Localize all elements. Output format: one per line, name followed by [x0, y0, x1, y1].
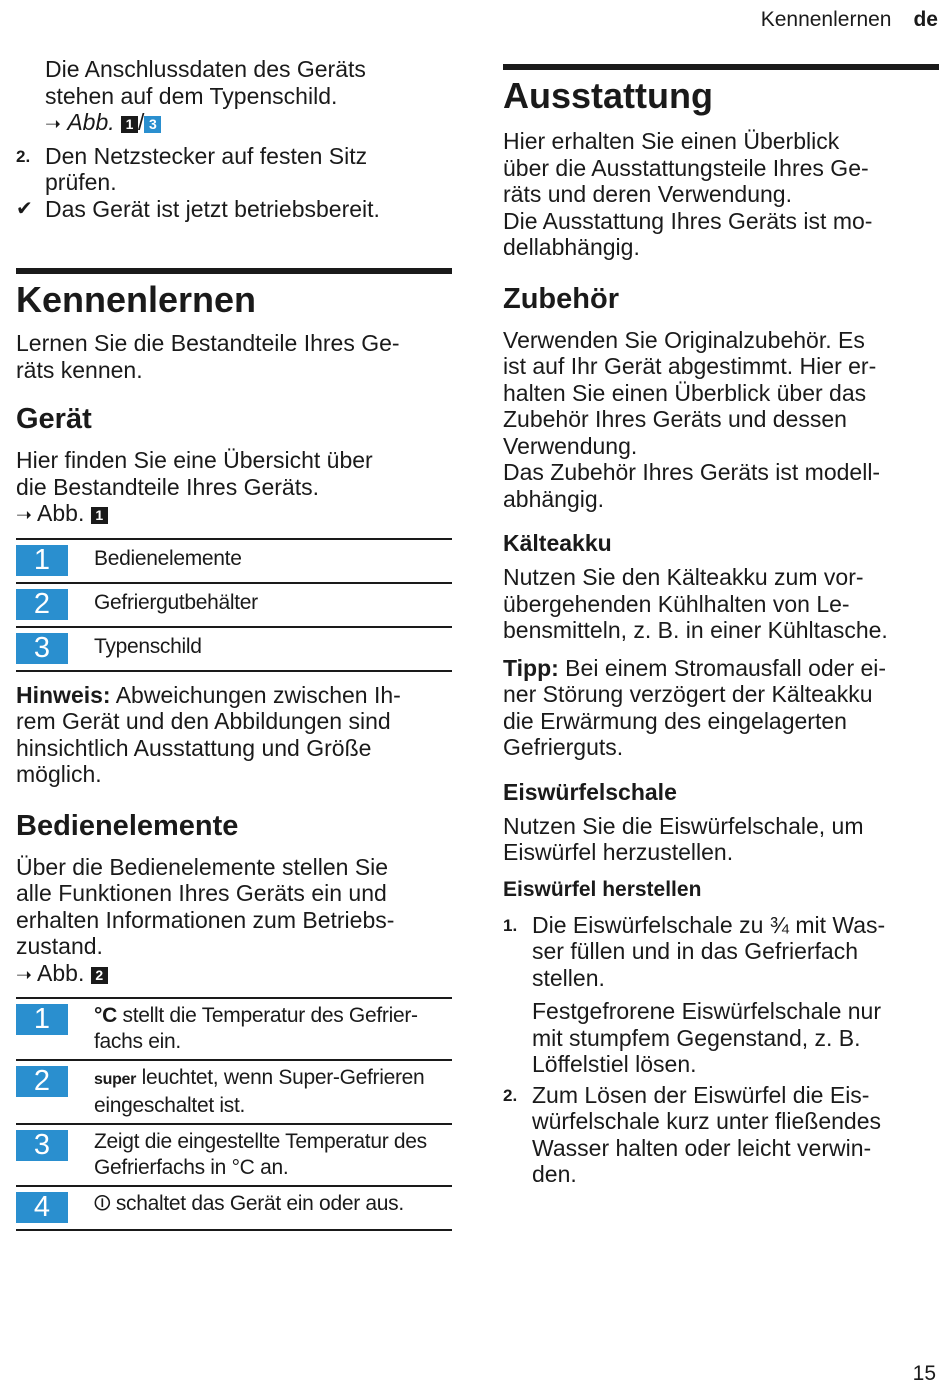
- hint-label: Hinweis:: [16, 681, 111, 708]
- description-line: eingeschaltet ist.: [94, 1094, 246, 1117]
- description-line: fachs ein.: [94, 1030, 181, 1053]
- power-icon: ⏼: [94, 1192, 111, 1215]
- paragraph-line: Verwendung.: [503, 432, 638, 459]
- part-label: Gefriergutbehälter: [68, 583, 452, 627]
- paragraph-line: über die Ausstattungsteile Ihres Ge-: [503, 154, 869, 181]
- paragraph-line: ner Störung verzögert der Kälteakku: [503, 681, 873, 707]
- page-header: [761, 8, 938, 32]
- paragraph-line: Hier finden Sie eine Übersicht über: [16, 447, 373, 473]
- paragraph-line: räts und deren Verwendung.: [503, 181, 792, 207]
- paragraph-line: ser füllen und in das Gefrierfach: [532, 938, 859, 964]
- figure-2-badge: 2: [91, 967, 108, 984]
- intro-line-2: stehen auf dem Typenschild.: [45, 82, 338, 109]
- paragraph-line: Hier erhalten Sie einen Überblick: [503, 128, 840, 154]
- language-code: de: [913, 8, 938, 31]
- eiswuerfelschale-text: [503, 813, 939, 866]
- bedienelemente-intro: [16, 854, 452, 990]
- figure-ref-prefix: Abb.: [67, 109, 115, 135]
- intro-line-1: Die Anschlussdaten des Geräts: [45, 56, 366, 82]
- paragraph-line: Gefrierguts.: [503, 734, 624, 760]
- item-number-badge: 4: [16, 1192, 68, 1223]
- heading-bedienelemente: Bedienelemente: [16, 809, 239, 842]
- paragraph-line: möglich.: [16, 761, 102, 787]
- arrow-right-icon: ➝: [16, 964, 32, 986]
- step-2-line-2: prüfen.: [45, 169, 117, 195]
- step-2-line-1: Den Netzstecker auf festen Sitz: [45, 142, 368, 169]
- table-row: [16, 998, 452, 1060]
- arrow-right-icon: ➝: [16, 505, 32, 526]
- arrow-right-icon: ➝: [45, 114, 61, 135]
- description-line: schaltet das Gerät ein oder aus.: [110, 1192, 404, 1215]
- celsius-key-symbol: °C: [94, 1004, 117, 1027]
- tip-text: Bei einem Stromausfall oder ei-: [558, 654, 887, 681]
- item-number-badge: 1: [16, 545, 68, 576]
- description-line: stellt die Temperatur des Gefrier-: [116, 1004, 418, 1027]
- section-title-kennenlernen: Kennenlernen: [16, 279, 257, 320]
- right-column: [503, 56, 939, 1188]
- paragraph-line: erhalten Informationen zum Betriebs-: [16, 906, 395, 933]
- table-row: [16, 1186, 452, 1230]
- zubehoer-intro: [503, 327, 939, 513]
- paragraph-line: Verwenden Sie Originalzubehör. Es: [503, 326, 865, 353]
- description-line: Zeigt die eingestellte Temperatur des: [94, 1130, 427, 1153]
- step-1: [503, 912, 939, 1078]
- paragraph-line: Zubehör Ihres Geräts und dessen: [503, 406, 847, 432]
- heading-zubehoer: Zubehör: [503, 282, 619, 315]
- paragraph-line: die Bestandteile Ihres Geräts.: [16, 473, 319, 500]
- paragraph-line: [16, 682, 452, 709]
- step-number: 2.: [16, 146, 31, 166]
- item-number-badge: 2: [16, 1066, 68, 1097]
- check-mark-icon: ✔: [16, 197, 33, 220]
- paragraph-line: würfelschale kurz unter fließendes: [532, 1108, 881, 1134]
- paragraph-line: rem Gerät und den Abbildungen sind: [16, 708, 391, 734]
- paragraph-line: bensmitteln, z. B. in einer Kühltasche.: [503, 617, 888, 643]
- result-text: Das Gerät ist jetzt betriebsbereit.: [45, 195, 380, 222]
- hint-block: [16, 682, 452, 788]
- paragraph-line: Löffelstiel lösen.: [532, 1051, 697, 1077]
- section-rule: [16, 268, 452, 274]
- table-row: [16, 583, 452, 627]
- item-number-badge: 1: [16, 1004, 68, 1035]
- item-number-badge: 3: [16, 633, 68, 664]
- intro-block: [16, 56, 452, 139]
- tip-block: [503, 655, 939, 761]
- paragraph-line: stellen.: [532, 964, 605, 991]
- section-rule: [503, 64, 939, 70]
- paragraph-line: Festgefrorene Eiswürfelschale nur: [532, 998, 881, 1024]
- geraet-intro: [16, 447, 452, 530]
- paragraph-line: räts kennen.: [16, 356, 143, 383]
- figure-ref-separator: /: [138, 109, 145, 135]
- kennenlernen-intro: [16, 330, 452, 383]
- section-title-ausstattung: Ausstattung: [503, 75, 713, 116]
- table-row: [16, 627, 452, 671]
- ausstattung-intro: [503, 128, 939, 261]
- figure-1-badge: 1: [91, 507, 108, 524]
- hint-text: Abweichungen zwischen Ih-: [110, 681, 401, 708]
- paragraph-line: [503, 655, 939, 682]
- control-description: [68, 998, 452, 1060]
- left-column: [16, 56, 452, 1231]
- kaelteakku-text: [503, 564, 939, 644]
- paragraph-line: Nutzen Sie die Eiswürfelschale, um: [503, 812, 864, 839]
- page-number: 15: [912, 1362, 936, 1385]
- paragraph-line: hinsichtlich Ausstattung und Größe: [16, 734, 372, 761]
- control-description: [68, 1124, 452, 1186]
- paragraph-line: Nutzen Sie den Kälteakku zum vor-: [503, 564, 864, 590]
- paragraph-line: übergehenden Kühlhalten von Le-: [503, 590, 850, 617]
- table-row: [16, 1124, 452, 1186]
- running-section-title: Kennenlernen: [760, 8, 892, 31]
- step-2: [503, 1082, 939, 1188]
- paragraph-line: Eiswürfel herzustellen.: [503, 839, 734, 865]
- heading-eiswuerfel-herstellen: Eiswürfel herstellen: [503, 877, 702, 901]
- controls-table: [16, 997, 452, 1231]
- intro-figure-ref: [45, 109, 452, 139]
- heading-geraet: Gerät: [16, 403, 92, 435]
- item-number-badge: 2: [16, 589, 68, 620]
- result-line: [16, 196, 452, 223]
- paragraph-line: Die Ausstattung Ihres Geräts ist mo-: [503, 207, 873, 234]
- part-label: Bedienelemente: [68, 539, 452, 583]
- table-row: [16, 539, 452, 583]
- step-2: [16, 143, 452, 196]
- paragraph-line: Wasser halten oder leicht verwin-: [532, 1134, 872, 1161]
- item-number-badge: 3: [16, 1130, 68, 1161]
- paragraph-line: dellabhängig.: [503, 234, 640, 260]
- parts-table: [16, 538, 452, 672]
- step-1-note: [532, 998, 939, 1078]
- figure-3-badge: 3: [144, 116, 161, 133]
- paragraph-line: die Erwärmung des eingelagerten: [503, 707, 847, 734]
- paragraph-line: Lernen Sie die Bestandteile Ihres Ge-: [16, 330, 400, 356]
- tip-label: Tipp:: [503, 654, 559, 681]
- paragraph-line: mit stumpfem Gegenstand, z. B.: [532, 1024, 861, 1051]
- table-row: [16, 1060, 452, 1124]
- paragraph-line: halten Sie einen Überblick über das: [503, 379, 867, 406]
- figure-ref-prefix: Abb.: [37, 959, 85, 986]
- part-label: Typenschild: [68, 627, 452, 671]
- geraet-figure-ref: [16, 500, 452, 530]
- control-description: [68, 1060, 452, 1124]
- paragraph-line: alle Funktionen Ihres Geräts ein und: [16, 880, 387, 906]
- description-line: leuchtet, wenn Super-Gefrieren: [136, 1066, 425, 1089]
- paragraph-line: den.: [532, 1161, 577, 1187]
- heading-eiswuerfelschale: Eiswürfelschale: [503, 778, 677, 805]
- super-key-symbol: super: [94, 1071, 137, 1088]
- bedien-figure-ref: [16, 960, 452, 990]
- heading-kaelteakku: Kälteakku: [503, 530, 612, 556]
- paragraph-line: Zum Lösen der Eiswürfel die Eis-: [532, 1081, 870, 1108]
- figure-ref-prefix: Abb.: [37, 500, 85, 526]
- paragraph-line: ist auf Ihr Gerät abgestimmt. Hier er-: [503, 353, 877, 379]
- paragraph-line: zustand.: [16, 933, 103, 959]
- control-description: [68, 1186, 452, 1230]
- paragraph-line: abhängig.: [503, 485, 605, 512]
- paragraph-line: Über die Bedienelemente stellen Sie: [16, 853, 389, 880]
- description-line: Gefrierfachs in °C an.: [94, 1156, 289, 1179]
- paragraph-line: Die Eiswürfelschale zu ¾ mit Was-: [532, 911, 886, 938]
- paragraph-line: Das Zubehör Ihres Geräts ist modell-: [503, 459, 881, 485]
- step-number: 1.: [503, 915, 518, 935]
- step-number: 2.: [503, 1085, 518, 1105]
- figure-1-badge: 1: [121, 116, 138, 133]
